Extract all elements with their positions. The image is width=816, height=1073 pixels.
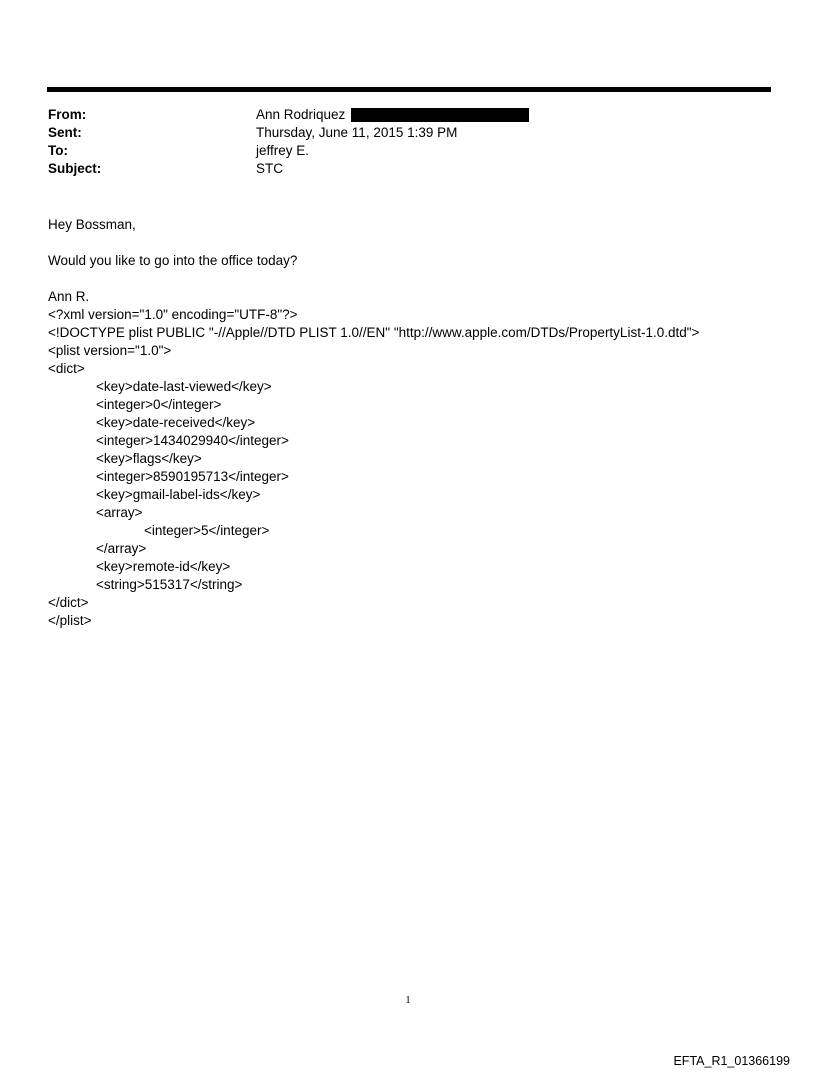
bates-number: EFTA_R1_01366199 [673, 1054, 790, 1068]
plist-line: <plist version="1.0"> [48, 343, 172, 358]
plist-metadata [48, 306, 768, 630]
plist-line: <integer>5</integer> [144, 523, 270, 538]
plist-line: <key>gmail-label-ids</key> [96, 487, 261, 502]
from-value: Ann Rodriquez [256, 107, 346, 122]
plist-line: </array> [96, 541, 147, 556]
to-value: jeffrey E. [256, 143, 310, 158]
page-number: 1 [405, 994, 411, 1006]
plist-line: <string>515317</string> [96, 577, 243, 592]
sent-value: Thursday, June 11, 2015 1:39 PM [256, 125, 458, 140]
plist-line: <?xml version="1.0" encoding="UTF-8"?> [48, 307, 298, 322]
subject-label: Subject: [48, 161, 102, 176]
sent-label: Sent: [48, 125, 82, 140]
plist-line: </plist> [48, 613, 92, 628]
subject-value: STC [256, 161, 283, 176]
plist-line: <array> [96, 505, 143, 520]
email-header [48, 106, 748, 178]
plist-line: <key>remote-id</key> [96, 559, 231, 574]
plist-line: <key>date-received</key> [96, 415, 256, 430]
email-body [48, 216, 768, 630]
redaction-block [351, 108, 529, 122]
plist-line: <key>flags</key> [96, 451, 202, 466]
from-label: From: [48, 107, 87, 122]
sent-row [48, 124, 748, 142]
plist-line: <integer>0</integer> [96, 397, 222, 412]
message-text: Would you like to go into the office today? [48, 253, 298, 268]
plist-line: <dict> [48, 361, 85, 376]
plist-line: <key>date-last-viewed</key> [96, 379, 272, 394]
from-row [48, 106, 748, 124]
signature: Ann R. [48, 289, 90, 304]
header-divider [47, 87, 771, 92]
to-label: To: [48, 143, 68, 158]
plist-line: <integer>8590195713</integer> [96, 469, 289, 484]
subject-row [48, 160, 748, 178]
to-row [48, 142, 748, 160]
plist-line: <!DOCTYPE plist PUBLIC "-//Apple//DTD PLIST 1.0//EN" "http://www.apple.com/DTDs/PropertyList-1.0.dtd"> [48, 325, 700, 340]
plist-line: <integer>1434029940</integer> [96, 433, 289, 448]
greeting: Hey Bossman, [48, 217, 136, 232]
plist-line: </dict> [48, 595, 89, 610]
